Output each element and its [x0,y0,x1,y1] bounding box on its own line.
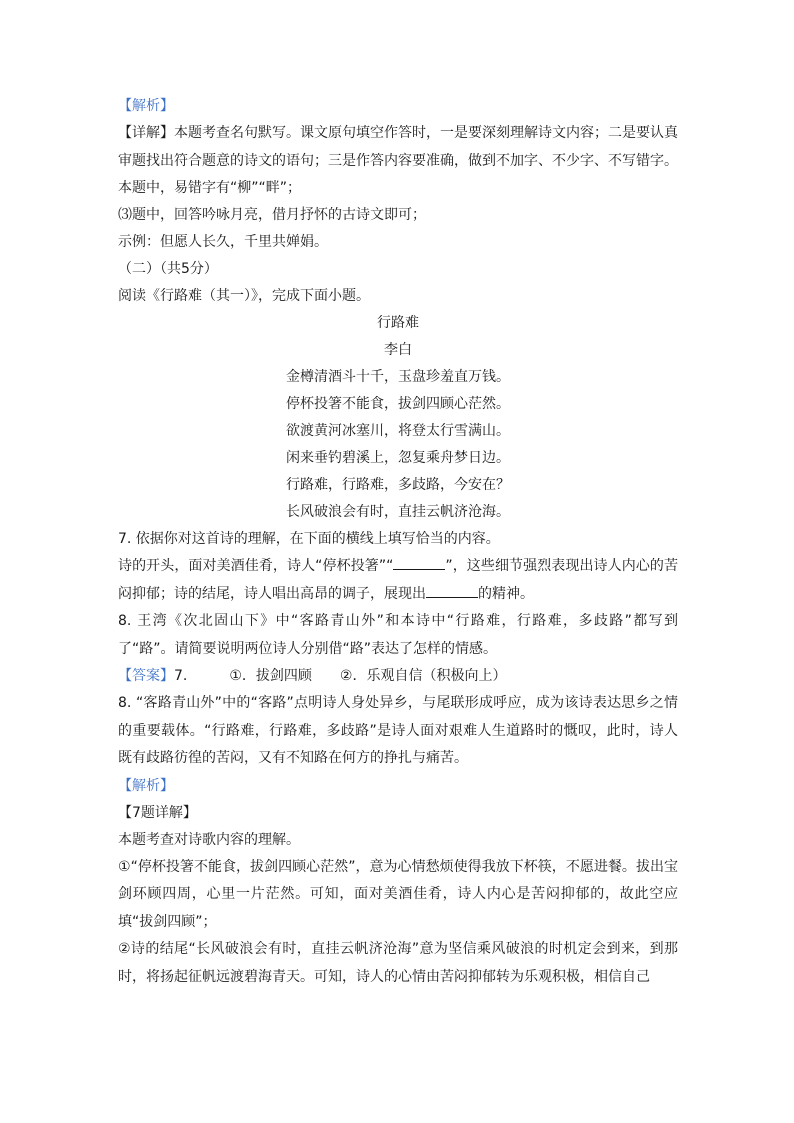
section-header: （二）（共5分） [118,261,218,277]
poem-author: 李白 [384,342,412,358]
poem-line: 行路难，行路难，多歧路，今安在？ [286,477,510,493]
analysis-detail: 【详解】本题考查名句默写。课文原句填空作答时，一是要深刻理解诗文内容；二是要认真审题找出符合题意的诗文的语句；三是作答内容要准确，做到不加字、不少字、不写错字。 [118,125,678,169]
blank-line [393,555,445,570]
question-7-body [118,553,678,608]
poem-title: 行路难 [377,315,419,331]
poem-line: 长风破浪会有时，直挂云帆济沧海。 [286,504,510,520]
analysis-paragraph: 示例：但愿人长久，千里共婵娟。 [118,234,328,250]
analysis-label: 【解析】 [118,777,174,794]
document-content [118,93,678,991]
question-8-stem: 8. 王湾《次北固山下》中“客路青山外”和本诗中“行路难，行路难，多歧路”都写到了“路”。请简要说明两位诗人分别借“路”表达了怎样的情感。 [118,613,678,657]
answer-line [118,663,678,690]
question-7-stem: 7. 依据你对这首诗的理解，在下面的横线上填写恰当的内容。 [118,531,500,547]
poem-line: 停杯投箸不能食，拔剑四顾心茫然。 [286,396,510,412]
analysis-paragraph: ②诗的结尾“长风破浪会有时，直挂云帆济沧海”意为坚信乘风破浪的时机定会到来，到那时，将扬起征帆远渡碧海青天。可知，诗人的心情由苦闷抑郁转为乐观积极，相信自己 [118,941,678,985]
poem-line: 欲渡黄河冰塞川，将登太行雪满山。 [286,423,510,439]
poem-line: 金樽清酒斗十千，玉盘珍羞直万钱。 [286,369,510,385]
section-intro: 阅读《行路难（其一）》，完成下面小题。 [118,288,370,304]
blank-line [426,583,478,598]
answer-number: 7. [174,668,188,684]
q7-text-b: ”，这些细节强烈表现出诗人内心的苦闷抑郁；诗的结尾，诗人唱出高昂的调子，展现出 [118,558,678,602]
analysis-paragraph: 本题中，易错字有“柳”“畔”； [118,180,302,196]
sub-detail-label: 【7题详解】 [118,804,197,821]
q7-text-c: 的精神。 [478,585,534,602]
analysis-paragraph: 本题考查对诗歌内容的理解。 [118,831,300,848]
answer-label: 【答案】 [118,668,174,684]
poem-line: 闲来垂钓碧溪上，忽复乘舟梦日边。 [286,450,510,466]
analysis-paragraph: ①“停杯投箸不能食，拔剑四顾心茫然”，意为心情愁烦使得我放下杯筷，不愿进餐。拔出宝剑环顾四周，心里一片茫然。可知，面对美酒佳肴，诗人内心是苦闷抑郁的，故此空应填“拔剑四顾”； [118,858,678,930]
answer-8: 8. “客路青山外”中的“客路”点明诗人身处异乡，与尾联形成呼应，成为该诗表达思乡之情的重要载体。“行路难，行路难，多歧路”是诗人面对艰难人生道路时的慨叹，此时，诗人既有歧路彷徨的苦闷，又有不知路在何方的挣扎与痛苦。 [118,695,678,766]
analysis-paragraph: ⑶题中，回答吟咏月亮，借月抒怀的古诗文即可； [118,207,426,223]
analysis-label: 【解析】 [118,98,174,114]
answer-item-1: ①．拔剑四顾 [229,668,312,684]
q7-text-a: 诗的开头，面对美酒佳肴，诗人“停杯投箸”“ [118,558,394,574]
answer-item-2: ②．乐观自信（积极向上） [339,668,507,684]
